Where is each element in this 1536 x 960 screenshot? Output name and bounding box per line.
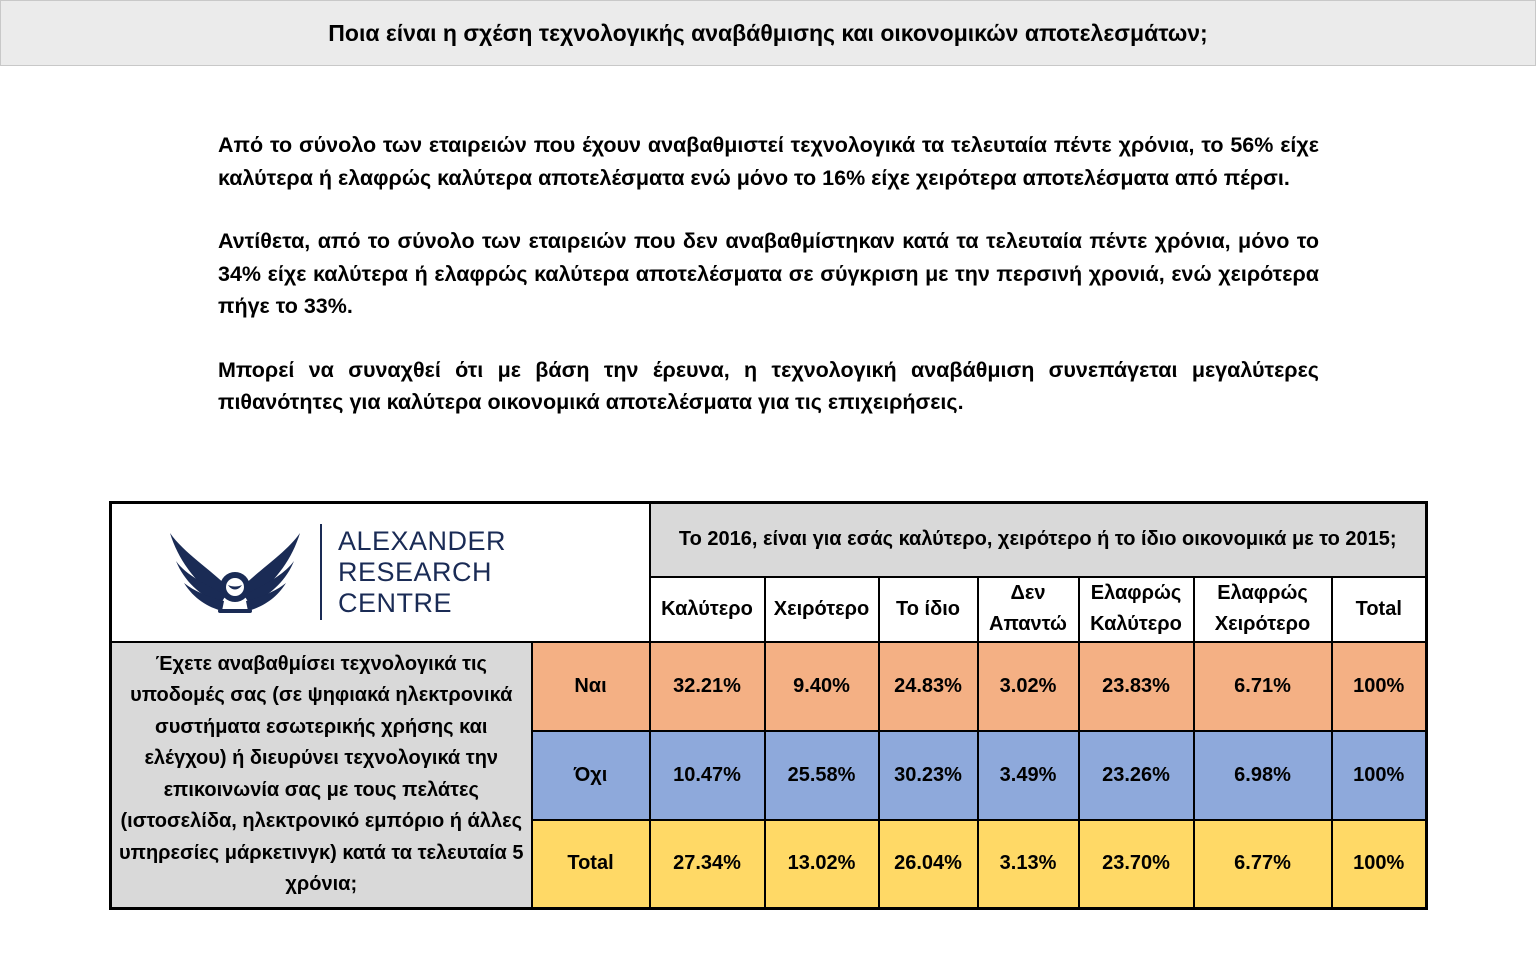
table-cell: 32.21% bbox=[650, 642, 765, 731]
col-header-worse: Χειρότερο bbox=[765, 577, 879, 642]
table-cell: 3.13% bbox=[978, 820, 1079, 909]
paragraph-2: Αντίθετα, από το σύνολο των εταιρειών που δεν αναβαθμίστηκαν κατά τα τελευταία πέντε χρόνια, μόνο το 34% είχε καλύτερα ή ελαφρώς καλύτερα αποτελέσματα σε σύγκριση με την περσινή χρονιά, ενώ χειρότερα πήγε το 33%. bbox=[218, 229, 1319, 318]
row-label-yes: Ναι bbox=[532, 642, 650, 731]
table-cell: 23.70% bbox=[1079, 820, 1194, 909]
table-cell: 23.26% bbox=[1079, 731, 1194, 820]
eagle-logo-icon bbox=[170, 529, 300, 615]
row-question: Έχετε αναβαθμίσει τεχνολογικά τις υποδομές σας (σε ψηφιακά ηλεκτρονικά συστήματα εσωτερικής χρήσης και ελέγχου) ή διευρύνει τεχνολογικά την επικοινωνία σας με τους πελάτες (ιστοσελίδα, ηλεκτρονικό εμπόριο ή άλλες υπηρεσίες μάρκετινγκ) κατά τα τελευταία 5 χρόνια; bbox=[111, 642, 532, 909]
row-label-no: Όχι bbox=[532, 731, 650, 820]
table-cell: 27.34% bbox=[650, 820, 765, 909]
logo-cell bbox=[111, 503, 650, 642]
table-row-yes bbox=[111, 642, 1427, 731]
col-header-slightly-better: Ελαφρώς Καλύτερο bbox=[1079, 577, 1194, 642]
table-cell: 25.58% bbox=[765, 731, 879, 820]
title-bar bbox=[0, 0, 1536, 66]
table-cell: 100% bbox=[1332, 820, 1427, 909]
table-cell: 100% bbox=[1332, 731, 1427, 820]
logo-line-3: CENTRE bbox=[338, 587, 453, 618]
col-header-same: Το ίδιο bbox=[879, 577, 978, 642]
table-cell: 9.40% bbox=[765, 642, 879, 731]
logo-line-1: ALEXANDER bbox=[338, 525, 507, 556]
page-title: Ποια είναι η σχέση τεχνολογικής αναβάθμισης και οικονομικών αποτελεσμάτων; bbox=[328, 19, 1208, 46]
col-header-no-answer: Δεν Απαντώ bbox=[978, 577, 1079, 642]
table-cell: 6.77% bbox=[1194, 820, 1332, 909]
paragraph-1: Από το σύνολο των εταιρειών που έχουν αναβαθμιστεί τεχνολογικά τα τελευταία πέντε χρόνια, το 56% είχε καλύτερα ή ελαφρώς καλύτερα αποτελέσματα ενώ μόνο το 16% είχε χειρότερα αποτελέσματα από πέρσι. bbox=[218, 133, 1319, 190]
table-cell: 3.02% bbox=[978, 642, 1079, 731]
table-cell: 6.71% bbox=[1194, 642, 1332, 731]
row-label-total: Total bbox=[532, 820, 650, 909]
question-header: Το 2016, είναι για εσάς καλύτερο, χειρότερο ή το ίδιο οικονομικά με το 2015; bbox=[650, 503, 1427, 577]
col-header-slightly-worse: Ελαφρώς Χειρότερο bbox=[1194, 577, 1332, 642]
table-cell: 100% bbox=[1332, 642, 1427, 731]
col-header-total: Total bbox=[1332, 577, 1427, 642]
logo-text bbox=[338, 526, 506, 619]
table-cell: 6.98% bbox=[1194, 731, 1332, 820]
paragraph-3: Μπορεί να συναχθεί ότι με βάση την έρευνα, η τεχνολογική αναβάθμιση συνεπάγεται μεγαλύτερες πιθανότητες για καλύτερα οικονομικά αποτελέσματα για τις επιχειρήσεις. bbox=[218, 357, 1319, 414]
table-cell: 30.23% bbox=[879, 731, 978, 820]
table-cell: 3.49% bbox=[978, 731, 1079, 820]
table-cell: 10.47% bbox=[650, 731, 765, 820]
body-text bbox=[218, 129, 1319, 450]
results-table bbox=[109, 501, 1428, 910]
table-cell: 23.83% bbox=[1079, 642, 1194, 731]
logo-line-2: RESEARCH bbox=[338, 556, 493, 587]
table-cell: 24.83% bbox=[879, 642, 978, 731]
col-header-better: Καλύτερο bbox=[650, 577, 765, 642]
table-cell: 13.02% bbox=[765, 820, 879, 909]
logo-divider bbox=[320, 524, 322, 620]
table-cell: 26.04% bbox=[879, 820, 978, 909]
